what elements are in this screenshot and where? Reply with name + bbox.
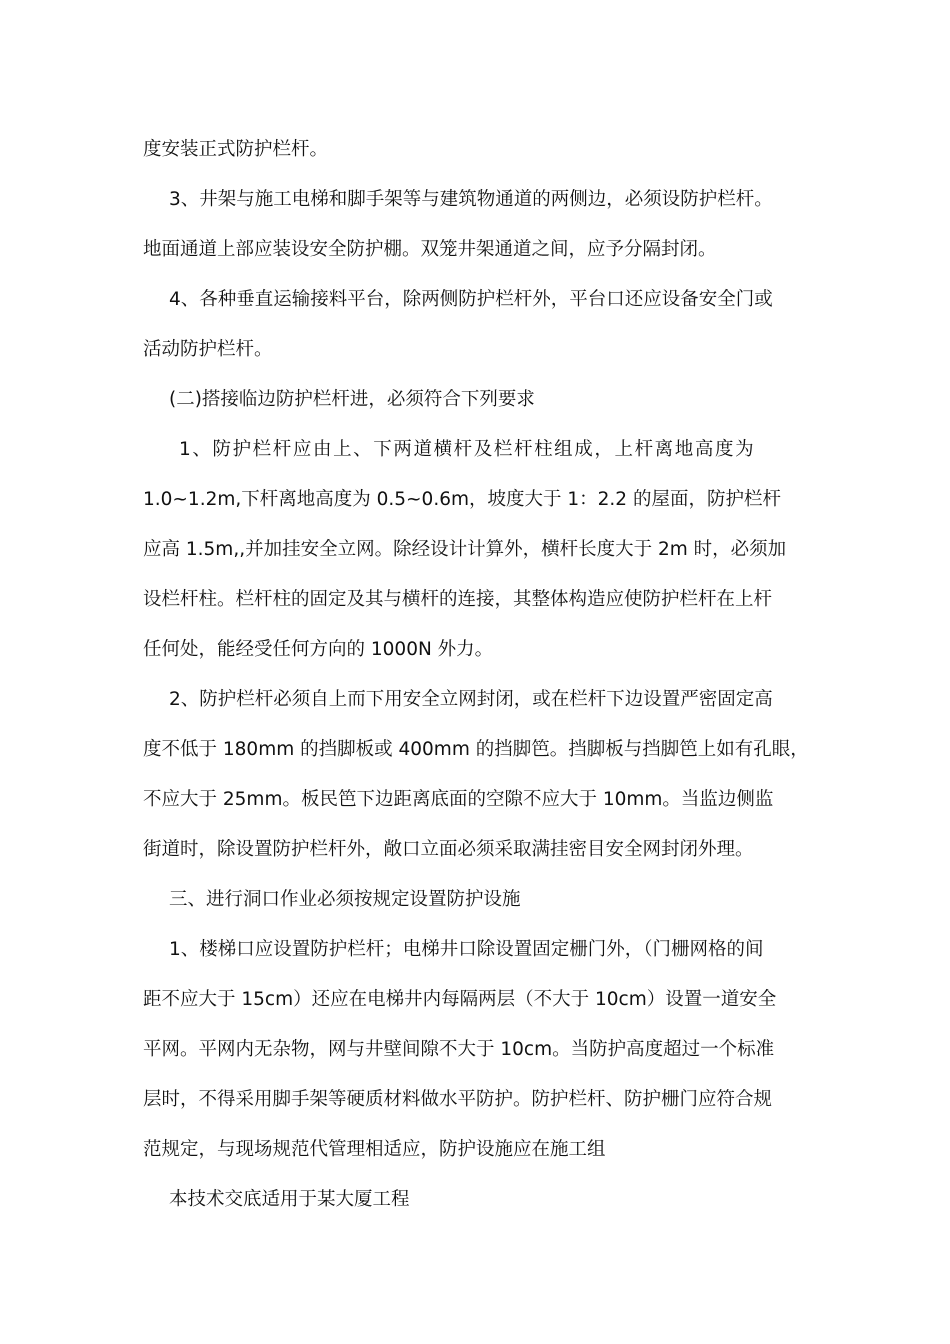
paragraph-line: 3、井架与施工电梯和脚手架等与建筑物通道的两侧边，必须设防护栏杆。 xyxy=(169,189,773,210)
paragraph-line: 4、各种垂直运输接料平台，除两侧防护栏杆外，平台口还应设备安全门或 xyxy=(169,289,773,310)
section-heading: (二)搭接临边防护栏杆进，必须符合下列要求 xyxy=(169,389,535,410)
paragraph-line: 度安装正式防护栏杆。 xyxy=(143,139,329,160)
paragraph-line: 距不应大于 15cm）还应在电梯井内每隔两层（不大于 10cm）设置一道安全 xyxy=(143,989,777,1010)
paragraph-line: 范规定，与现场规范代管理相适应，防护设施应在施工组 xyxy=(143,1139,606,1160)
paragraph-line: 设栏杆柱。栏杆柱的固定及其与横杆的连接，其整体构造应使防护栏杆在上杆 xyxy=(143,589,773,610)
paragraph-line: 1、防护栏杆应由上、下两道横杆及栏杆柱组成，上杆离地高度为 xyxy=(179,439,756,460)
closing-note: 本技术交底适用于某大厦工程 xyxy=(169,1189,410,1210)
paragraph-line: 不应大于 25mm。板民笆下边距离底面的空隙不应大于 10mm。当监边侧监 xyxy=(143,789,774,810)
paragraph-line: 1、楼梯口应设置防护栏杆；电梯井口除设置固定栅门外，（门栅网格的间 xyxy=(169,939,764,960)
paragraph-line: 应高 1.5m,,并加挂安全立网。除经设计计算外，横杆长度大于 2m 时，必须加 xyxy=(143,539,787,560)
paragraph-line: 活动防护栏杆。 xyxy=(143,339,273,360)
paragraph-line: 度不低于 180mm 的挡脚板或 400mm 的挡脚笆。挡脚板与挡脚笆上如有孔眼， xyxy=(143,739,809,760)
paragraph-line: 1.0~1.2m,下杆离地高度为 0.5~0.6m，坡度大于 1：2.2 的屋面，防护栏杆 xyxy=(143,489,781,510)
document-body xyxy=(143,125,813,1225)
paragraph-line: 地面通道上部应装设安全防护棚。双笼井架通道之间，应予分隔封闭。 xyxy=(143,239,717,260)
paragraph-line: 平网。平网内无杂物，网与井壁间隙不大于 10cm。当防护高度超过一个标准 xyxy=(143,1039,775,1060)
paragraph-line: 街道时，除设置防护栏杆外，敞口立面必须采取满挂密目安全网封闭外理。 xyxy=(143,839,754,860)
section-heading: 三、进行洞口作业必须按规定设置防护设施 xyxy=(169,889,521,910)
paragraph-line: 2、防护栏杆必须自上而下用安全立网封闭，或在栏杆下边设置严密固定高 xyxy=(169,689,773,710)
paragraph-line: 任何处，能经受任何方向的 1000N 外力。 xyxy=(143,639,494,660)
paragraph-line: 层时，不得采用脚手架等硬质材料做水平防护。防护栏杆、防护栅门应符合规 xyxy=(143,1089,773,1110)
